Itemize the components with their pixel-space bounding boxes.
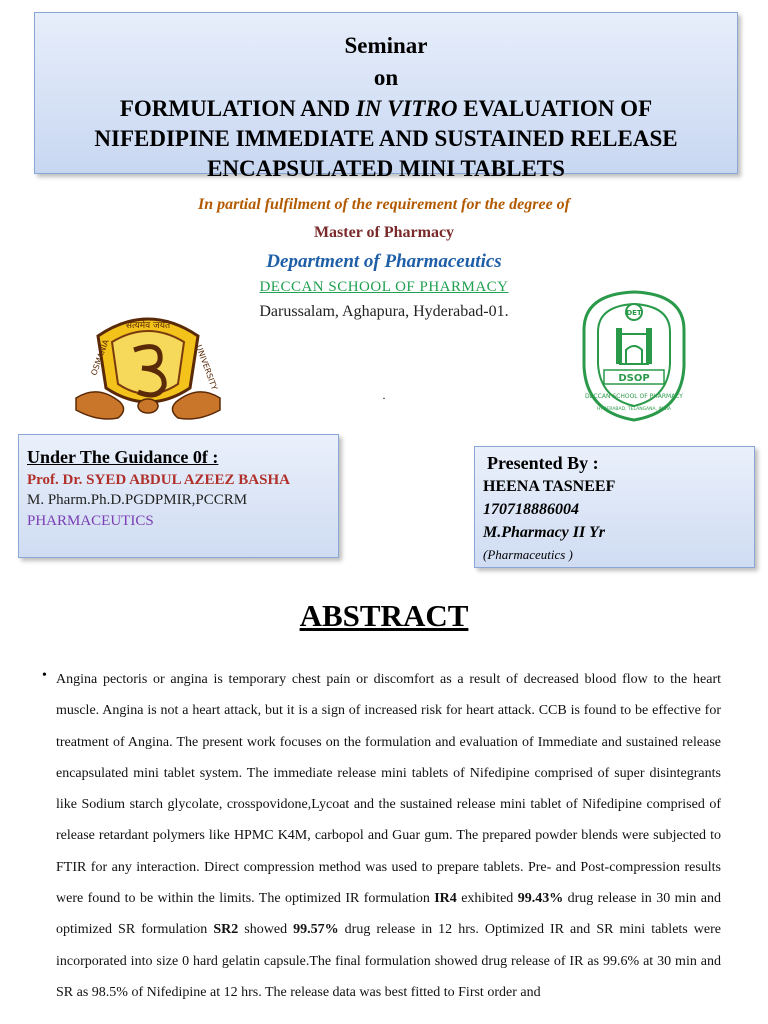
on-label: on (373, 65, 399, 90)
presenter-box (474, 446, 755, 568)
osmania-university-logo (68, 306, 228, 424)
presenter-year: M.Pharmacy II Yr (483, 524, 605, 541)
presenter-roll: 170718886004 (483, 501, 579, 518)
title-line-2: NIFEDIPINE IMMEDIATE AND SUSTAINED RELEASE (94, 126, 678, 151)
abstract-bold-sr-release: 99.57% (293, 922, 339, 938)
department-text: Department of Pharmaceutics (266, 251, 502, 272)
title-in-vitro: IN VITRO (355, 96, 458, 121)
degree-text: Master of Pharmacy (313, 224, 455, 241)
abstract-text-3: drug release in 30 min and optimized SR formulation (56, 891, 721, 938)
abstract-text-4: showed (238, 922, 294, 938)
dsop-ring-bottom: HYDERABAD, TELANGANA, INDIA (596, 407, 672, 412)
dsop-top-text: DET (626, 309, 642, 317)
guidance-heading: Under The Guidance 0f : (27, 447, 219, 467)
abstract-bold-ir4: IR4 (434, 891, 457, 907)
presenter-heading: Presented By : (487, 453, 599, 473)
title-line-1 (35, 95, 737, 123)
guide-qualification: M. Pharm.Ph.D.PGDPMIR,PCCRM (27, 492, 248, 508)
presenter-name: HEENA TASNEEF (483, 478, 616, 495)
guide-department: PHARMACEUTICS (27, 513, 154, 529)
school-address: Darussalam, Aghapura, Hyderabad-01. (259, 303, 509, 320)
abstract-text-2: exhibited (456, 891, 518, 907)
abstract-bold-ir-release: 99.43% (517, 891, 564, 907)
dsop-abbrev: DSOP (618, 373, 650, 384)
abstract-text-5: drug release in 12 hrs. Optimized IR and SR mini tablets were incorporated into size 0 hard gelatin capsule.The final formulation showed drug release of IR as 99.6% at 30 min and SR as 98.5% of Nifedipine at 12 hrs. The release data was best fitted to First order and (56, 922, 721, 1000)
osmania-motto: सत्यमेव जयते (125, 321, 171, 331)
title-line-1-pre: FORMULATION AND (119, 96, 356, 121)
title-line-3: ENCAPSULATED MINI TABLETS (207, 156, 565, 181)
dsop-ring-text: DECCAN SCHOOL OF PHARMACY (585, 393, 683, 400)
seminar-label: Seminar (344, 33, 428, 58)
abstract-text-1: Angina pectoris or angina is temporary chest pain or discomfort as a result of decreased blood flow to the heart muscle. Angina is not a heart attack, but it is a sign of increased risk for heart attack. CCB is found to be effective for treatment of Angina. The present work focuses on the formulation and evaluation of Immediate and sustained release encapsulated mini tablet system. The immediate release mini tablets of Nifedipine comprised of super disintegrants like Sodium starch glycolate, crosspovidone,Lycoat and the sustained release mini tablet of Nifedipine comprised of release retardant polymers like HPMC K4M, carbopol and Guar gum. The prepared powder blends were subjected to FTIR for any interaction. Direct compression method was used to prepare tablets. Pre- and Post-compression results were found to be within the limits. The optimized IR formulation (56, 672, 721, 907)
partial-fulfilment-text: In partial fulfilment of the requirement for the degree of (198, 196, 570, 213)
guidance-box (18, 434, 339, 558)
school-name: DECCAN SCHOOL OF PHARMACY (259, 279, 509, 295)
osmania-side-right: UNIVERSITY (194, 343, 219, 392)
abstract-heading: ABSTRACT (299, 598, 469, 633)
presenter-department: (Pharmaceutics ) (483, 547, 573, 562)
title-box (34, 12, 738, 181)
abstract-paragraph (56, 664, 721, 1008)
osmania-side-left: OSMANIA (89, 338, 111, 377)
abstract-bold-sr2: SR2 (213, 922, 239, 938)
guide-name: Prof. Dr. SYED ABDUL AZEEZ BASHA (27, 472, 290, 488)
abstract-bullet: • (42, 668, 47, 683)
stray-dot: . (382, 388, 386, 402)
dsop-logo (564, 290, 704, 422)
title-line-1-post: EVALUATION OF (457, 96, 653, 121)
